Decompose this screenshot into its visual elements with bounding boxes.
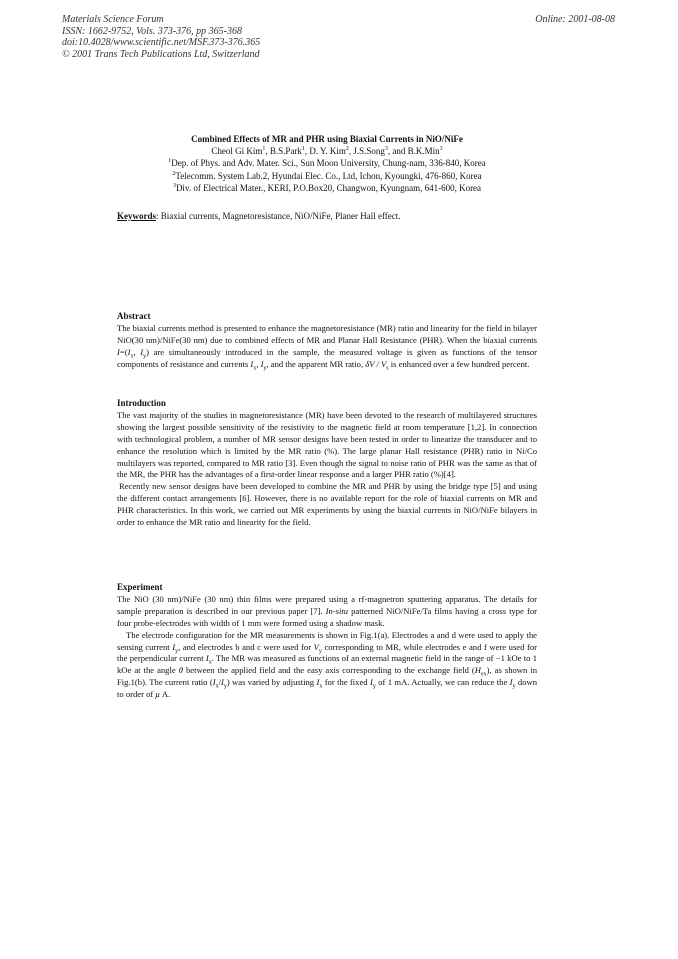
text-run: . The MR was measured as functions of an external magnetic field in the range of −1 kOe to 1 kOe at the angle [117, 653, 537, 676]
text-run: ) was varied by adjusting [226, 677, 317, 688]
math-symbol: I [369, 677, 373, 688]
math-subscript: y [175, 648, 179, 655]
keywords-text: Biaxial currents, Magnetoresistance, NiO/NiFe, Planer Hall effect. [160, 211, 401, 221]
online-date: Online: 2001-08-08 [535, 14, 615, 25]
math-subscript: x [130, 353, 134, 360]
text-run: patterned NiO/NiFe/Ta films having a cross type for four probe-electrodes with width of 1 mm were formed using a shadow mask. [117, 605, 537, 628]
keywords-label: Keywords [117, 211, 156, 221]
math-symbol: I [172, 641, 176, 652]
abstract-paragraph [117, 323, 537, 371]
text-run: The NiO (30 nm)/NiFe (30 nm) thin films were prepared using a rf-magnetron sputtering apparatus. The details for sample preparation is described in our previous paper [7]. [117, 593, 537, 616]
journal-issn: ISSN: 1662-9752, Vols. 373-376, pp 365-368 [62, 25, 242, 37]
affiliation-text: Div. of Electrical Mater., KERI, P.O.Box20, Changwon, Kyungnam, 641-600, Korea [175, 182, 482, 193]
author-affil-mark: 1 [301, 146, 305, 153]
math-subscript: y [512, 683, 516, 690]
experiment-heading: Experiment [117, 582, 163, 592]
journal-copyright: © 2001 Trans Tech Publications Ltd, Switzerland [62, 48, 260, 60]
experiment-section [117, 582, 537, 701]
math-formula: δV / V [365, 358, 387, 369]
author-name: B.S.Park [269, 146, 302, 157]
introduction-heading: Introduction [117, 398, 166, 408]
math-symbol: I [260, 358, 264, 369]
text-run: The biaxial currents method is presented to enhance the magnetoresistance (MR) ratio and linearity for the field in bilayer NiO(30 nm)/NiFe(30 nm) due to combined effects of MR and Planar Hall Resistance (PHR). When the biaxial currents [117, 322, 537, 345]
italic-term: In-situ [325, 605, 349, 616]
math-symbol: I [220, 677, 224, 688]
text-run: The electrode configuration for the MR measurements is shown in Fig.1(a). Electrodes a and d were used to apply the sensing current [117, 629, 537, 652]
math-subscript: s [386, 365, 389, 372]
text-run: for the fixed [322, 677, 370, 688]
affiliation [117, 157, 537, 169]
math-symbol: θ [178, 665, 183, 676]
math-symbol: I [509, 677, 513, 688]
author-name: B.K.Min [407, 146, 440, 157]
math-subscript: y [318, 648, 322, 655]
affiliation [117, 182, 537, 194]
math-symbol: V [313, 641, 319, 652]
math-symbol: H [474, 665, 481, 676]
author-affil-mark: 2 [345, 146, 349, 153]
author-name: D. Y. Kim [309, 146, 346, 157]
affiliation [117, 170, 537, 182]
author-name: Cheol Gi Kim [211, 146, 263, 157]
math-subscript: y [372, 683, 376, 690]
text-run: ) are simultaneously introduced in the sample, the measured voltage is given as functions of the tensor components of resistance and currents [117, 346, 537, 369]
math-symbol: μ [155, 689, 160, 700]
math-subscript: x [253, 365, 257, 372]
author-list: Cheol Gi Kim$^1$, B.S.Park$^1$, D. Y. Kim$^2$, J.S.Song$^3$, and B.K.Min$^3$ [211, 146, 443, 157]
affiliation-text: Dep. of Phys. and Adv. Mater. Sci., Sun Moon University, Chung-nam, 336-840, Korea [171, 158, 486, 169]
text-run: is enhanced over a few hundred percent. [388, 358, 530, 369]
journal-doi[interactable]: doi:10.4028/www.scientific.net/MSF.373-376.365 [62, 37, 261, 48]
introduction-paragraph: The vast majority of the studies in magnetoresistance (MR) have been devoted to the research of multilayered structures showing the largest possible sensitivity of the resistivity to the magnetic field at room temperature [1,2]. In connection with technological problem, a number of MR sensor designs have been tested in order to linearize the transducer and to enhance the resolution which is limited by the MR ratio (%). The large planar Hall resistance (PHR) ratio in Ni/Co multilayers was reported, compared to MR ratio [3]. Even though the signal to noise ratio of PHR was the same as that of the MR, the PHR has the advantages of a first-order linear response and a larger PHR ratio (%)[4]. [117, 409, 537, 480]
introduction-paragraph: Recently new sensor designs have been developed to combine the MR and PHR by using the bridge type [5] and using the different contact arrangements [6]. However, there is no available report for the role of biaxial currents on MR and PHR characteristics. In this work, we carried out MR experiments by using the biaxial currents in NiO/NiFe bilayers in order to enhance the MR ratio and linearity for the field. [117, 481, 537, 528]
keywords: Keywords: Biaxial currents, Magnetoresistance, NiO/NiFe, Planer Hall effect. [117, 211, 401, 221]
text-run: of 1 mA. Actually, we can reduce the [375, 677, 510, 688]
author-name: J.S.Song [353, 146, 385, 157]
text-run: / [218, 677, 221, 688]
author-affil-mark: 3 [384, 146, 388, 153]
math-subscript: y [223, 683, 227, 690]
math-symbol: I [140, 346, 144, 357]
math-symbol: I [212, 677, 216, 688]
affiliation-mark: 1 [168, 158, 172, 165]
journal-header [62, 14, 260, 60]
math-subscript: x [208, 660, 212, 667]
text-run: , [133, 346, 141, 357]
math-subscript: x [215, 683, 219, 690]
math-subscript: ex [480, 672, 487, 679]
text-run: corresponding to MR, while electrodes e and f were used for the perpendicular current [117, 641, 537, 664]
introduction-section [117, 398, 537, 529]
author-affil-mark: 1 [262, 146, 266, 153]
math-symbol: I [205, 653, 209, 664]
paper-title: Combined Effects of MR and PHR using Biaxial Currents in NiO/NiFe [191, 134, 463, 144]
abstract-section [117, 311, 537, 371]
experiment-paragraph [117, 594, 537, 630]
affiliation-text: Telecomm. System Lab.2, Hyundai Elec. Co., Ltd, Ichon, Kyoungki, 476-860, Korea [175, 170, 482, 181]
author-affil-mark: 3 [439, 146, 443, 153]
math-symbol: I [127, 346, 131, 357]
journal-name: Materials Science Forum [62, 14, 164, 25]
title-block [117, 133, 537, 194]
math-subscript: y [263, 365, 267, 372]
math-subscript: x [319, 683, 323, 690]
affiliation-mark: 3 [172, 182, 176, 189]
math-symbol: I [117, 346, 120, 357]
text-run: , and the apparent MR ratio, [266, 358, 366, 369]
text-run: between the applied field and the easy axis corresponding to the exchange field ( [182, 665, 475, 676]
text-run: , and electrodes b and c were used for [178, 641, 314, 652]
text-run: ), as shown in Fig.1(b). The current ratio ( [117, 665, 537, 688]
math-subscript: y [143, 353, 147, 360]
text-run: down to order of [117, 677, 538, 700]
text-run: =( [119, 346, 128, 357]
math-symbol: I [316, 677, 320, 688]
text-run: A. [159, 689, 171, 700]
abstract-heading: Abstract [117, 311, 151, 321]
math-symbol: I [250, 358, 254, 369]
text-run: , [256, 358, 261, 369]
experiment-paragraph [117, 630, 537, 701]
affiliation-mark: 2 [172, 170, 176, 177]
